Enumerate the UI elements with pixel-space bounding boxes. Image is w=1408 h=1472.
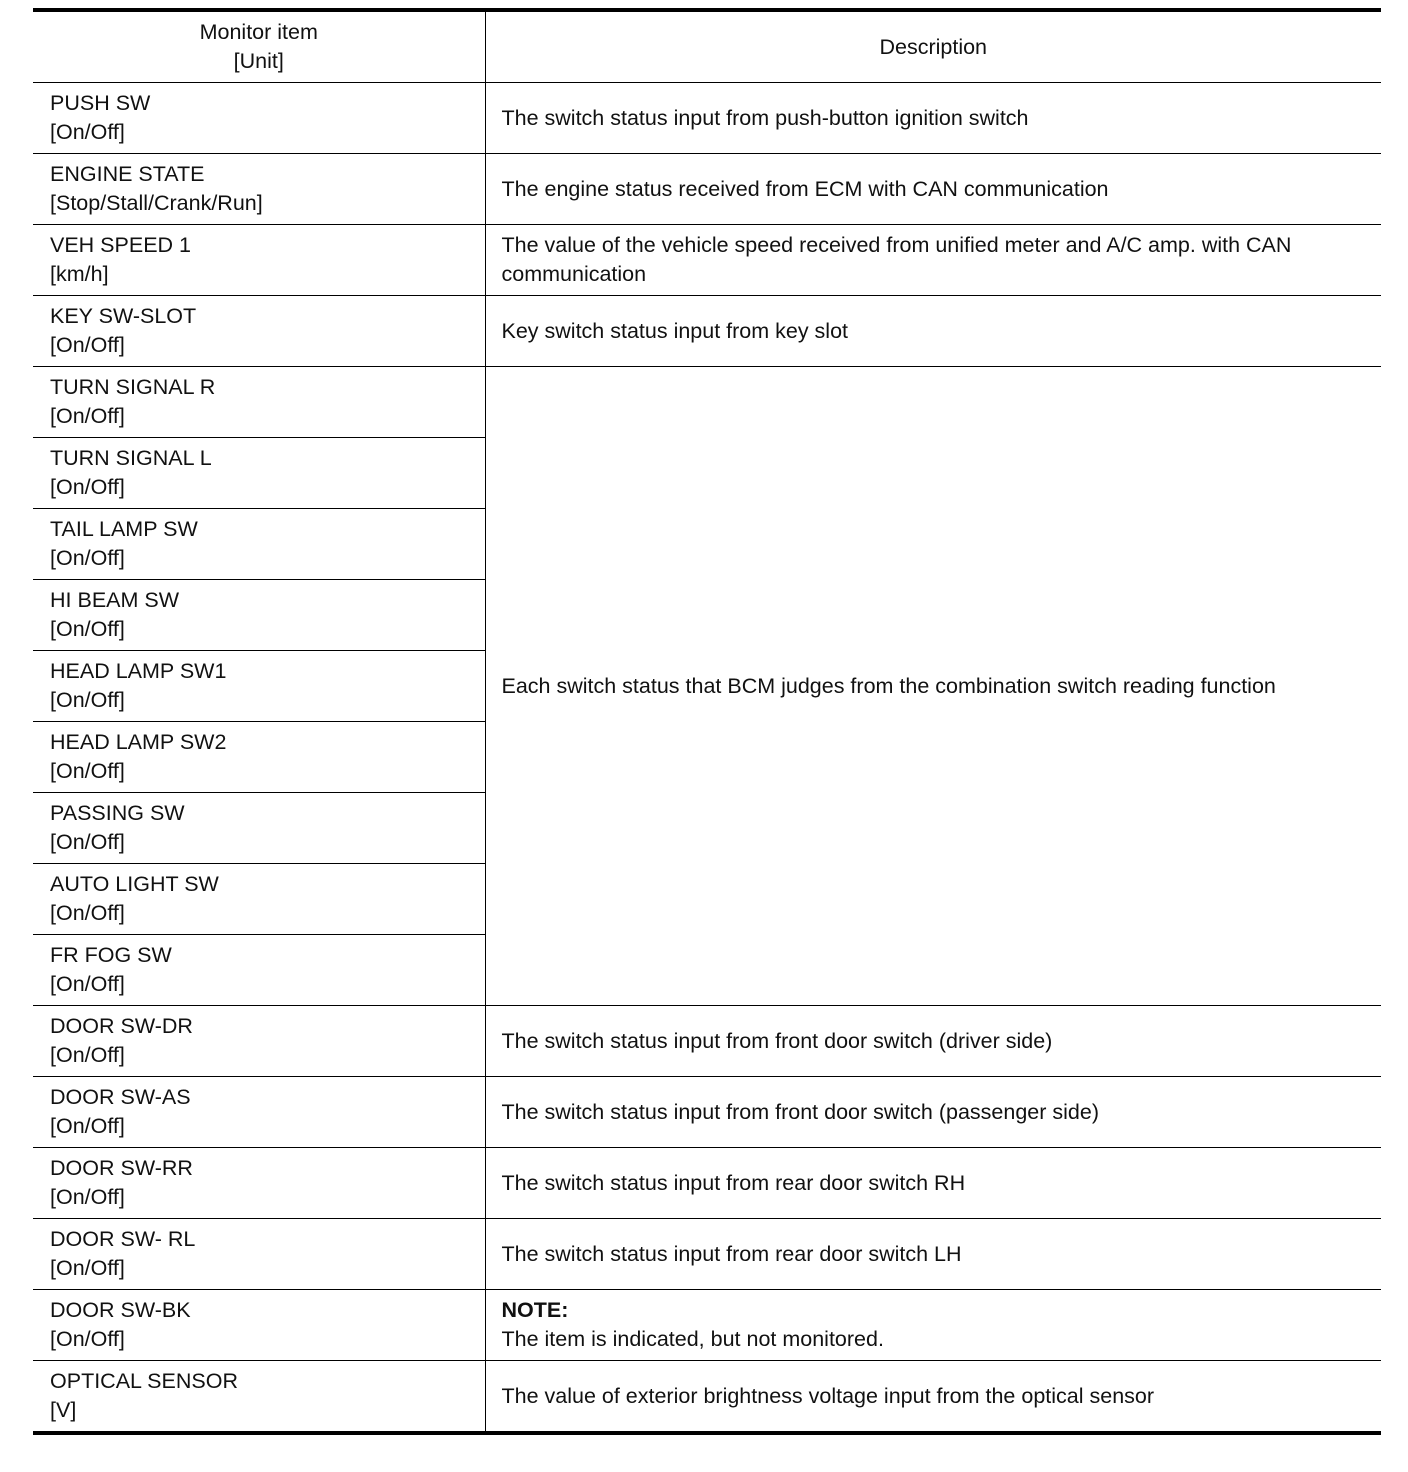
item-unit: [On/Off] (50, 1185, 125, 1209)
item-description: The value of the vehicle speed received from unified meter and A/C amp. with CAN communication (501, 233, 1292, 286)
item-name: PASSING SW (50, 801, 185, 825)
item-unit: [On/Off] (50, 1043, 125, 1067)
item-description: The switch status input from push-button ignition switch (501, 105, 1029, 130)
monitor-item-cell (33, 1219, 485, 1290)
item-name: AUTO LIGHT SW (50, 872, 219, 896)
table-row (33, 1290, 1381, 1361)
monitor-item-cell (33, 722, 485, 793)
item-name: TAIL LAMP SW (50, 517, 198, 541)
table-row (33, 1006, 1381, 1077)
table-row (33, 1077, 1381, 1148)
item-name: HEAD LAMP SW2 (50, 730, 227, 754)
description-cell (485, 1148, 1381, 1219)
item-description: The switch status input from rear door switch LH (501, 1241, 962, 1266)
item-description: The switch status input from front door switch (passenger side) (501, 1099, 1099, 1124)
monitor-item-cell (33, 580, 485, 651)
item-name: PUSH SW (50, 91, 151, 115)
table-row (33, 1148, 1381, 1219)
monitor-item-cell (33, 651, 485, 722)
item-description: The switch status input from front door switch (driver side) (501, 1028, 1053, 1053)
monitor-item-cell (33, 225, 485, 296)
table-row (33, 225, 1381, 296)
item-unit: [On/Off] (50, 1327, 125, 1351)
item-name: VEH SPEED 1 (50, 233, 191, 257)
item-unit: [On/Off] (50, 475, 125, 499)
table-row (33, 83, 1381, 154)
monitor-item-cell (33, 1290, 485, 1361)
header-monitor-item (33, 10, 485, 83)
monitor-item-cell (33, 793, 485, 864)
monitor-item-cell (33, 1148, 485, 1219)
item-description: The item is indicated, but not monitored. (501, 1327, 884, 1351)
monitor-item-cell (33, 935, 485, 1006)
monitor-item-cell (33, 296, 485, 367)
item-name: HI BEAM SW (50, 588, 180, 612)
description-cell (485, 154, 1381, 225)
monitor-item-cell (33, 367, 485, 438)
monitor-item-cell (33, 1077, 485, 1148)
item-name: OPTICAL SENSOR (50, 1369, 238, 1393)
description-cell-combination-switch (485, 367, 1381, 1006)
table-header-row (33, 10, 1381, 83)
item-unit: [On/Off] (50, 120, 125, 144)
table-row (33, 1361, 1381, 1434)
item-unit: [V] (50, 1398, 77, 1422)
item-unit: [On/Off] (50, 404, 125, 428)
item-unit: [On/Off] (50, 688, 125, 712)
item-name: TURN SIGNAL L (50, 446, 212, 470)
item-unit: [On/Off] (50, 1114, 125, 1138)
description-cell (485, 1361, 1381, 1434)
item-description: Key switch status input from key slot (501, 318, 849, 343)
item-name: DOOR SW-BK (50, 1298, 191, 1322)
description-cell (485, 225, 1381, 296)
item-unit: [On/Off] (50, 333, 125, 357)
item-unit: [On/Off] (50, 546, 125, 570)
item-name: DOOR SW-RR (50, 1156, 193, 1180)
description-cell (485, 1219, 1381, 1290)
monitor-item-cell (33, 1361, 485, 1434)
monitor-item-cell (33, 1006, 485, 1077)
item-description: Each switch status that BCM judges from the combination switch reading function (501, 673, 1276, 698)
header-description (485, 10, 1381, 83)
monitor-item-cell (33, 438, 485, 509)
item-name: DOOR SW-AS (50, 1085, 191, 1109)
header-item-label: Monitor item (199, 20, 318, 44)
header-unit-label: [Unit] (233, 49, 284, 73)
monitor-item-table (33, 8, 1381, 1435)
item-description: The switch status input from rear door switch RH (501, 1170, 966, 1195)
item-name: FR FOG SW (50, 943, 172, 967)
item-unit: [On/Off] (50, 901, 125, 925)
item-description: The value of exterior brightness voltage input from the optical sensor (501, 1383, 1155, 1408)
monitor-item-cell (33, 509, 485, 580)
item-name: ENGINE STATE (50, 162, 205, 186)
header-description-label: Description (879, 34, 988, 59)
note-label: NOTE: (501, 1298, 569, 1322)
monitor-item-cell (33, 83, 485, 154)
item-unit: [On/Off] (50, 972, 125, 996)
description-cell (485, 83, 1381, 154)
item-name: DOOR SW- RL (50, 1227, 196, 1251)
item-name: KEY SW-SLOT (50, 304, 197, 328)
item-description: The engine status received from ECM with CAN communication (501, 176, 1109, 201)
item-unit: [On/Off] (50, 617, 125, 641)
monitor-item-cell (33, 154, 485, 225)
item-unit: [Stop/Stall/Crank/Run] (50, 191, 263, 215)
table-row (33, 154, 1381, 225)
table-row (33, 1219, 1381, 1290)
description-cell (485, 1077, 1381, 1148)
monitor-item-cell (33, 864, 485, 935)
item-unit: [km/h] (50, 262, 109, 286)
table-row (33, 367, 1381, 438)
table-row (33, 296, 1381, 367)
item-name: DOOR SW-DR (50, 1014, 193, 1038)
description-cell (485, 296, 1381, 367)
description-cell (485, 1006, 1381, 1077)
item-name: TURN SIGNAL R (50, 375, 216, 399)
item-unit: [On/Off] (50, 759, 125, 783)
item-unit: [On/Off] (50, 1256, 125, 1280)
item-unit: [On/Off] (50, 830, 125, 854)
item-name: HEAD LAMP SW1 (50, 659, 227, 683)
description-cell-note (485, 1290, 1381, 1361)
